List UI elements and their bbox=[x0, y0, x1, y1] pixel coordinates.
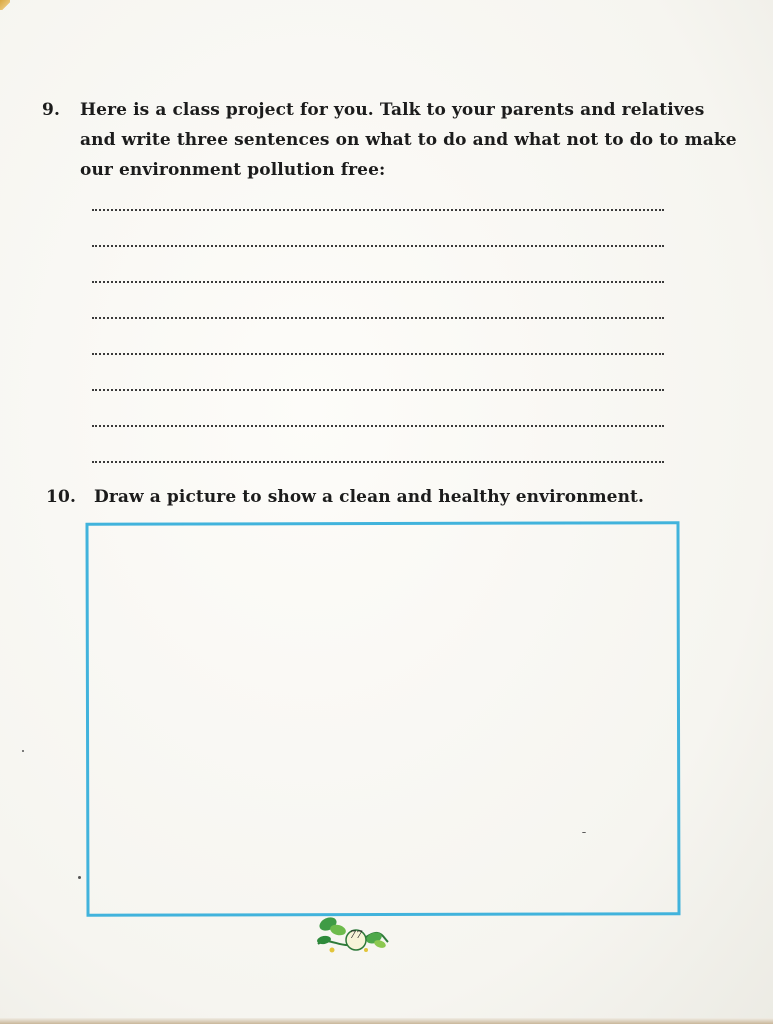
page-corner-stain bbox=[0, 0, 10, 10]
question-9-text bbox=[80, 95, 737, 185]
question-9-line-3: our environment pollution free: bbox=[80, 160, 386, 180]
question-10-number: 10. bbox=[46, 487, 77, 507]
answer-line-8[interactable] bbox=[92, 461, 664, 463]
answer-line-5[interactable] bbox=[92, 353, 664, 355]
question-10-text: Draw a picture to show a clean and healthy environment. bbox=[94, 487, 645, 507]
answer-line-4[interactable] bbox=[92, 317, 664, 319]
answer-line-3[interactable] bbox=[92, 281, 664, 283]
question-9-line-2: and write three sentences on what to do and what not to do to make bbox=[80, 130, 737, 150]
question-9-line-1: Here is a class project for you. Talk to your parents and relatives bbox=[80, 100, 705, 120]
question-9-number: 9. bbox=[42, 100, 61, 120]
answer-line-2[interactable] bbox=[92, 245, 664, 247]
answer-line-1[interactable] bbox=[92, 209, 664, 211]
drawing-area-box[interactable] bbox=[85, 521, 680, 917]
page-number: 77 bbox=[349, 930, 363, 941]
answer-line-7[interactable] bbox=[92, 425, 664, 427]
scan-speck bbox=[78, 876, 81, 879]
page-footer bbox=[314, 914, 390, 956]
scan-speck bbox=[22, 750, 24, 752]
page-bottom-edge bbox=[0, 1018, 773, 1024]
answer-line-6[interactable] bbox=[92, 389, 664, 391]
scan-speck bbox=[582, 832, 586, 833]
